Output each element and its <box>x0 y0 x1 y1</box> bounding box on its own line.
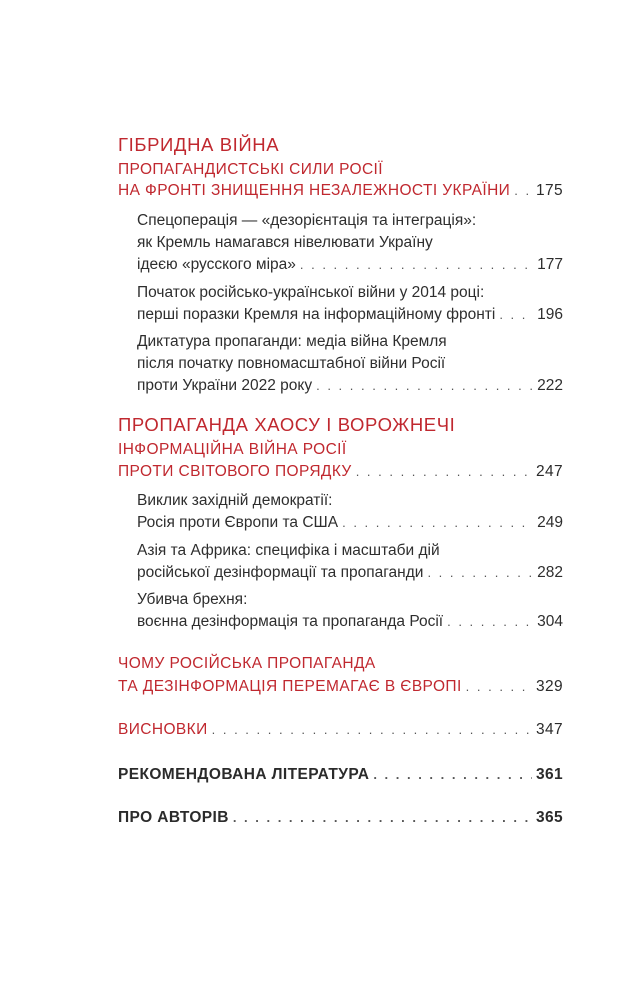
dot-leader <box>316 375 533 397</box>
section-1-subtitle-line-2[interactable] <box>118 180 563 202</box>
section-2-title-line-2: ІНФОРМАЦІЙНА ВІЙНА РОСІЇ <box>118 441 347 458</box>
section-2-subtitle-line-2[interactable] <box>118 461 563 483</box>
dot-leader <box>466 676 532 698</box>
entry-text: перші поразки Кремля на інформаційному фронті <box>137 306 496 323</box>
section-2-title-line-3: ПРОТИ СВІТОВОГО ПОРЯДКУ <box>118 463 352 480</box>
entry-text: проти України 2022 року <box>137 377 313 394</box>
section-3-title-text-2: ТА ДЕЗІНФОРМАЦІЯ ПЕРЕМАГАЄ В ЄВРОПІ <box>118 678 462 695</box>
section-2-title[interactable] <box>118 413 563 437</box>
entry-2-3-line-2[interactable] <box>137 611 563 633</box>
section-1-title[interactable] <box>118 133 563 157</box>
entry-2-2-line-2[interactable] <box>137 562 563 584</box>
dot-leader <box>499 304 533 326</box>
section-3-title-line-2[interactable] <box>118 676 563 698</box>
section-1-subtitle-line-1[interactable] <box>118 159 563 181</box>
entry-1-1-line-2[interactable] <box>137 232 563 254</box>
entry-page-number: 249 <box>537 514 563 531</box>
dot-leader <box>300 254 533 276</box>
section-2-page-number: 247 <box>535 463 563 480</box>
entry-text: Виклик західній демократії: <box>137 492 333 509</box>
entry-1-1-line-1[interactable] <box>137 210 563 232</box>
entry-text: воєнна дезінформація та пропаганда Росії <box>137 613 444 630</box>
dot-leader <box>233 807 532 829</box>
dot-leader <box>447 611 533 633</box>
entry-2-1-line-1[interactable] <box>137 490 563 512</box>
section-4-title-text: ВИСНОВКИ <box>118 721 208 738</box>
entry-text: Диктатура пропаганди: медіа війна Кремля <box>137 333 447 350</box>
entry-text: Спецоперація — «дезорієнтація та інтеграція»: <box>137 212 477 229</box>
entry-text: після початку повномасштабної війни Росії <box>137 355 446 372</box>
section-1-title-line-1: ГІБРИДНА ВІЙНА <box>118 134 280 155</box>
entry-1-1-line-3[interactable] <box>137 254 563 276</box>
dot-leader <box>373 764 532 786</box>
dot-leader <box>427 562 533 584</box>
entry-page-number: 282 <box>537 564 563 581</box>
entry-text: Росія проти Європи та США <box>137 514 339 531</box>
entry-2-3-line-1[interactable] <box>137 589 563 611</box>
entry-text: Початок російсько-української війни у 2014 році: <box>137 284 485 301</box>
entry-page-number: 177 <box>537 256 563 273</box>
entry-2-2-line-1[interactable] <box>137 540 563 562</box>
section-1-title-line-2: ПРОПАГАНДИСТСЬКІ СИЛИ РОСІЇ <box>118 161 383 178</box>
entry-page-number: 222 <box>537 377 563 394</box>
section-1-page-number: 175 <box>535 182 563 199</box>
entry-text: російської дезінформації та пропаганди <box>137 564 424 581</box>
back-matter-authors[interactable] <box>118 807 563 829</box>
entry-text: Азія та Африка: специфіка і масштаби дій <box>137 542 440 559</box>
entry-1-3-line-1[interactable] <box>137 331 563 353</box>
entry-2-1-line-2[interactable] <box>137 512 563 534</box>
back-matter-literature[interactable] <box>118 764 563 786</box>
back-matter-label: ПРО АВТОРІВ <box>118 809 229 826</box>
entry-1-2-line-1[interactable] <box>137 282 563 304</box>
back-matter-page-number: 365 <box>535 809 563 826</box>
entry-text: як Кремль намагався нівелювати Україну <box>137 234 433 251</box>
entry-1-2-line-2[interactable] <box>137 304 563 326</box>
back-matter-label: РЕКОМЕНДОВАНА ЛІТЕРАТУРА <box>118 766 370 783</box>
section-4-title[interactable] <box>118 719 563 741</box>
section-2-subtitle-line-1[interactable] <box>118 439 563 461</box>
entry-text: ідеєю «русского міра» <box>137 256 296 273</box>
dot-leader <box>356 461 532 483</box>
back-matter-page-number: 361 <box>535 766 563 783</box>
section-3-title-line-1[interactable] <box>118 653 563 675</box>
section-3-page-number: 329 <box>535 678 563 695</box>
section-2-title-line-1: ПРОПАГАНДА ХАОСУ І ВОРОЖНЕЧІ <box>118 414 456 435</box>
section-1-title-line-3: НА ФРОНТІ ЗНИЩЕННЯ НЕЗАЛЕЖНОСТІ УКРАЇНИ <box>118 182 511 199</box>
dot-leader <box>212 719 532 741</box>
entry-1-3-line-3[interactable] <box>137 375 563 397</box>
section-3-title-text-1: ЧОМУ РОСІЙСЬКА ПРОПАГАНДА <box>118 655 376 672</box>
entry-text: Убивча брехня: <box>137 591 248 608</box>
entry-page-number: 196 <box>537 306 563 323</box>
section-4-page-number: 347 <box>535 721 563 738</box>
dot-leader <box>514 180 532 202</box>
entry-page-number: 304 <box>537 613 563 630</box>
entry-1-3-line-2[interactable] <box>137 353 563 375</box>
dot-leader <box>342 512 533 534</box>
